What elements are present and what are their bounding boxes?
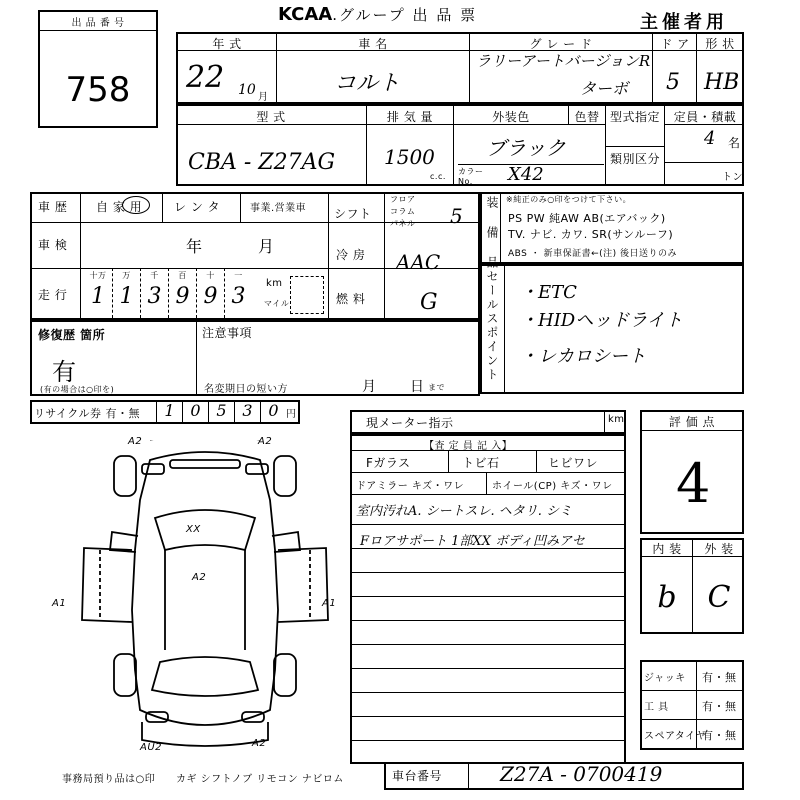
sales-point-3: ・レカロシート — [520, 346, 646, 367]
lot-number-value: 758 — [65, 70, 131, 110]
inspector-note-1: 室内汚れA. シートスレ. ヘタリ. シミ — [356, 504, 573, 519]
type-label: 型 式 — [256, 110, 286, 124]
wheel-label: ホイール(CP) キズ・ワレ — [492, 481, 613, 492]
inspection-month: 月 — [258, 237, 275, 256]
doors-value: 5 — [666, 70, 680, 95]
history-label: 車 歴 — [38, 200, 68, 214]
grade-value-line1: ラリーアートバージョンR — [476, 52, 651, 70]
office-note: 事務局預り品は○印 — [62, 774, 156, 785]
color-label: 外装色 — [492, 110, 530, 124]
brand-logo: KCAA — [278, 4, 333, 25]
body-value: HB — [704, 70, 740, 95]
mileage-cell — [224, 268, 252, 318]
grade-value-line2: ターボ — [580, 79, 629, 98]
diagram-mark-rear-left: AU2 — [140, 742, 163, 753]
mileage-unit-label: 千 — [150, 271, 159, 280]
tool-label: ジャッキ — [644, 673, 686, 684]
diagram-mark-left-side: A1 — [52, 598, 67, 609]
meter-unit: km — [608, 414, 625, 425]
color-number-label: カラー No. — [458, 167, 484, 186]
sales-point-2: ・HIDヘッドライト — [520, 310, 683, 331]
inspector-ruled-line — [351, 620, 625, 621]
capacity-value: 4 — [704, 128, 716, 149]
model-value: コルト — [334, 71, 401, 96]
mileage-digit: 9 — [203, 284, 218, 309]
color-number-value: X42 — [508, 164, 544, 185]
inspector-ruled-line — [351, 668, 625, 669]
mileage-meter-box — [290, 276, 324, 314]
tools-divider — [641, 690, 743, 691]
deadline-month: 月 — [362, 379, 377, 395]
inspector-ruled-line — [351, 716, 625, 717]
history-option-private: 自 家 用 — [96, 200, 143, 214]
inspector-ruled-line — [351, 692, 625, 693]
repair-value: 有 — [52, 358, 76, 386]
equipment-note: ※純正のみ○印をつけて下さい。 — [506, 195, 632, 204]
ac-label: 冷 房 — [336, 248, 366, 262]
host-use-label: 主催者用 — [640, 12, 728, 33]
shift-panel: パネル — [390, 219, 416, 228]
history-private-mark — [122, 196, 150, 214]
type-value: CBA - Z27AG — [188, 150, 336, 175]
tools-column-divider — [696, 661, 697, 749]
mileage-unit-label: 十万 — [89, 271, 107, 280]
displacement-value: 1500 — [384, 145, 435, 169]
lot-number-label: 出 品 番 号 — [40, 14, 156, 31]
diagram-mark-hood: XX — [186, 524, 201, 535]
title-text: .グループ 出 品 票 — [332, 6, 478, 24]
mirror-label: ドアミラー キズ・ワレ — [356, 481, 465, 492]
mileage-unit-label: 百 — [178, 271, 187, 280]
repair-label: 修復歴 箇所 — [38, 328, 106, 342]
inspection-label: 車 検 — [38, 238, 68, 252]
grade-label: グ レ ー ド — [529, 37, 593, 51]
diagram-mark-rear-right: A2 — [252, 738, 267, 749]
mileage-digit: 1 — [119, 284, 134, 309]
sales-points-label: セールスポイント — [485, 270, 499, 382]
km-label: km — [266, 278, 283, 289]
recycle-digit: 3 — [234, 401, 260, 423]
score-value: 4 — [676, 452, 711, 515]
shift-label: シフト — [334, 207, 372, 221]
tool-label: スペアタイヤ — [644, 731, 707, 742]
inspector-ruled-line — [351, 740, 625, 741]
glass-label: Fガラス — [366, 456, 411, 470]
mileage-digit: 3 — [231, 284, 246, 309]
mileage-cell — [140, 268, 168, 318]
interior-value: b — [657, 580, 677, 615]
mileage-unit-label: 一 — [234, 271, 243, 280]
ton-unit: トン — [722, 172, 743, 183]
exterior-label: 外 装 — [704, 542, 734, 556]
inspector-ruled-line — [351, 596, 625, 597]
interior-label: 内 装 — [652, 542, 682, 556]
deadline-day: 日 — [410, 379, 425, 395]
office-items: カギ シフトノブ リモコン ナビロム — [176, 774, 344, 785]
repaint-label: 色替 — [574, 110, 600, 124]
year-label: 年 式 — [212, 37, 242, 51]
diagram-mark-front-left: A2 — [128, 436, 143, 447]
recycle-digit: 0 — [260, 401, 286, 423]
shift-floor: フロア — [390, 195, 416, 204]
mileage-cell — [196, 268, 224, 318]
mileage-digit: 1 — [91, 284, 105, 309]
inspector-ruled-line — [351, 644, 625, 645]
equipment-line2: TV. ナビ. カワ. SR(サンルーフ) — [508, 228, 674, 241]
recycle-digit: 1 — [156, 401, 182, 423]
doors-label: ド ア — [660, 37, 690, 51]
equipment-label: 装 備 品 — [485, 196, 499, 270]
year-value: 22 — [186, 60, 225, 95]
shift-value: 5 — [450, 204, 463, 228]
mileage-unit-label: 万 — [122, 271, 131, 280]
mileage-cell — [168, 268, 196, 318]
mile-label: マイル — [264, 299, 290, 308]
mileage-digit: 3 — [147, 284, 162, 309]
shift-column: コラム — [390, 207, 416, 216]
inspector-note-2: Fロアサポート 1部XX ボディ凹みアセ — [360, 534, 585, 549]
month-unit: 月 — [258, 92, 269, 103]
diagram-mark-roof: A2 — [192, 572, 207, 583]
car-diagram — [60, 440, 350, 760]
equipment-line1: PS PW 純AW AB(エアバック) — [508, 212, 666, 225]
capacity-label: 定員・積載 — [673, 110, 737, 124]
body-label: 形 状 — [705, 37, 735, 51]
mileage-digit: 9 — [175, 284, 190, 309]
deadline-suffix: まで — [428, 383, 445, 392]
mileage-label: 走 行 — [38, 288, 68, 302]
tool-value: 有・無 — [702, 729, 737, 742]
mileage-cell — [112, 268, 140, 318]
exterior-value: C — [707, 580, 731, 615]
meter-label: 現メーター指示 — [366, 416, 454, 430]
tool-label: 工 具 — [644, 702, 669, 713]
inspector-ruled-line — [351, 524, 625, 525]
repair-note: (有の場合は○印を) — [40, 385, 115, 394]
diagram-mark-front-right: A2 — [258, 436, 273, 447]
history-option-business: 事業.営業車 — [250, 203, 307, 214]
class-label: 類別区分 — [609, 152, 660, 166]
mileage-cell — [84, 268, 112, 318]
ac-value: AAC — [396, 250, 441, 274]
mileage-unit-label: 十 — [206, 271, 215, 280]
color-value: ブラック — [486, 136, 566, 160]
tools-divider — [641, 719, 743, 720]
sales-point-1: ・ETC — [520, 282, 577, 303]
history-option-rental: レ ン タ — [174, 200, 221, 214]
inspector-ruled-line — [351, 572, 625, 573]
score-label: 評 価 点 — [668, 415, 716, 429]
remarks-label: 注意事項 — [202, 326, 253, 340]
displacement-unit: c.c. — [430, 172, 446, 181]
capacity-unit: 名 — [728, 136, 741, 150]
month-value: 10 — [238, 82, 256, 98]
inspector-label: 【査 定 員 記 入】 — [424, 441, 513, 452]
fuel-label: 燃 料 — [336, 292, 366, 306]
glass-crack: ヒビワレ — [548, 456, 599, 470]
designation-label: 型式指定 — [609, 110, 660, 124]
recycle-label: リサイクル券 有・無 — [34, 407, 140, 420]
recycle-digit: 0 — [182, 401, 208, 423]
chassis-label: 車台番号 — [392, 769, 443, 783]
lot-number-box — [38, 10, 158, 128]
deadline-label: 名変期日の短い方 — [204, 384, 288, 395]
chassis-value: Z27A - 0700419 — [500, 762, 663, 786]
recycle-unit: 円 — [286, 409, 297, 420]
glass-chip: トビ石 — [462, 456, 500, 470]
inspection-year: 年 — [186, 237, 203, 256]
fuel-value: G — [420, 290, 438, 315]
equipment-line3: ABS ・ 新車保証書←(注) 後日送りのみ — [508, 249, 678, 259]
tool-value: 有・無 — [702, 700, 737, 713]
displacement-label: 排 気 量 — [386, 110, 434, 124]
diagram-mark-right-side: A1 — [322, 598, 337, 609]
recycle-digit: 5 — [208, 401, 234, 423]
model-label: 車 名 — [358, 37, 388, 51]
tool-value: 有・無 — [702, 671, 737, 684]
form-title — [278, 4, 477, 25]
